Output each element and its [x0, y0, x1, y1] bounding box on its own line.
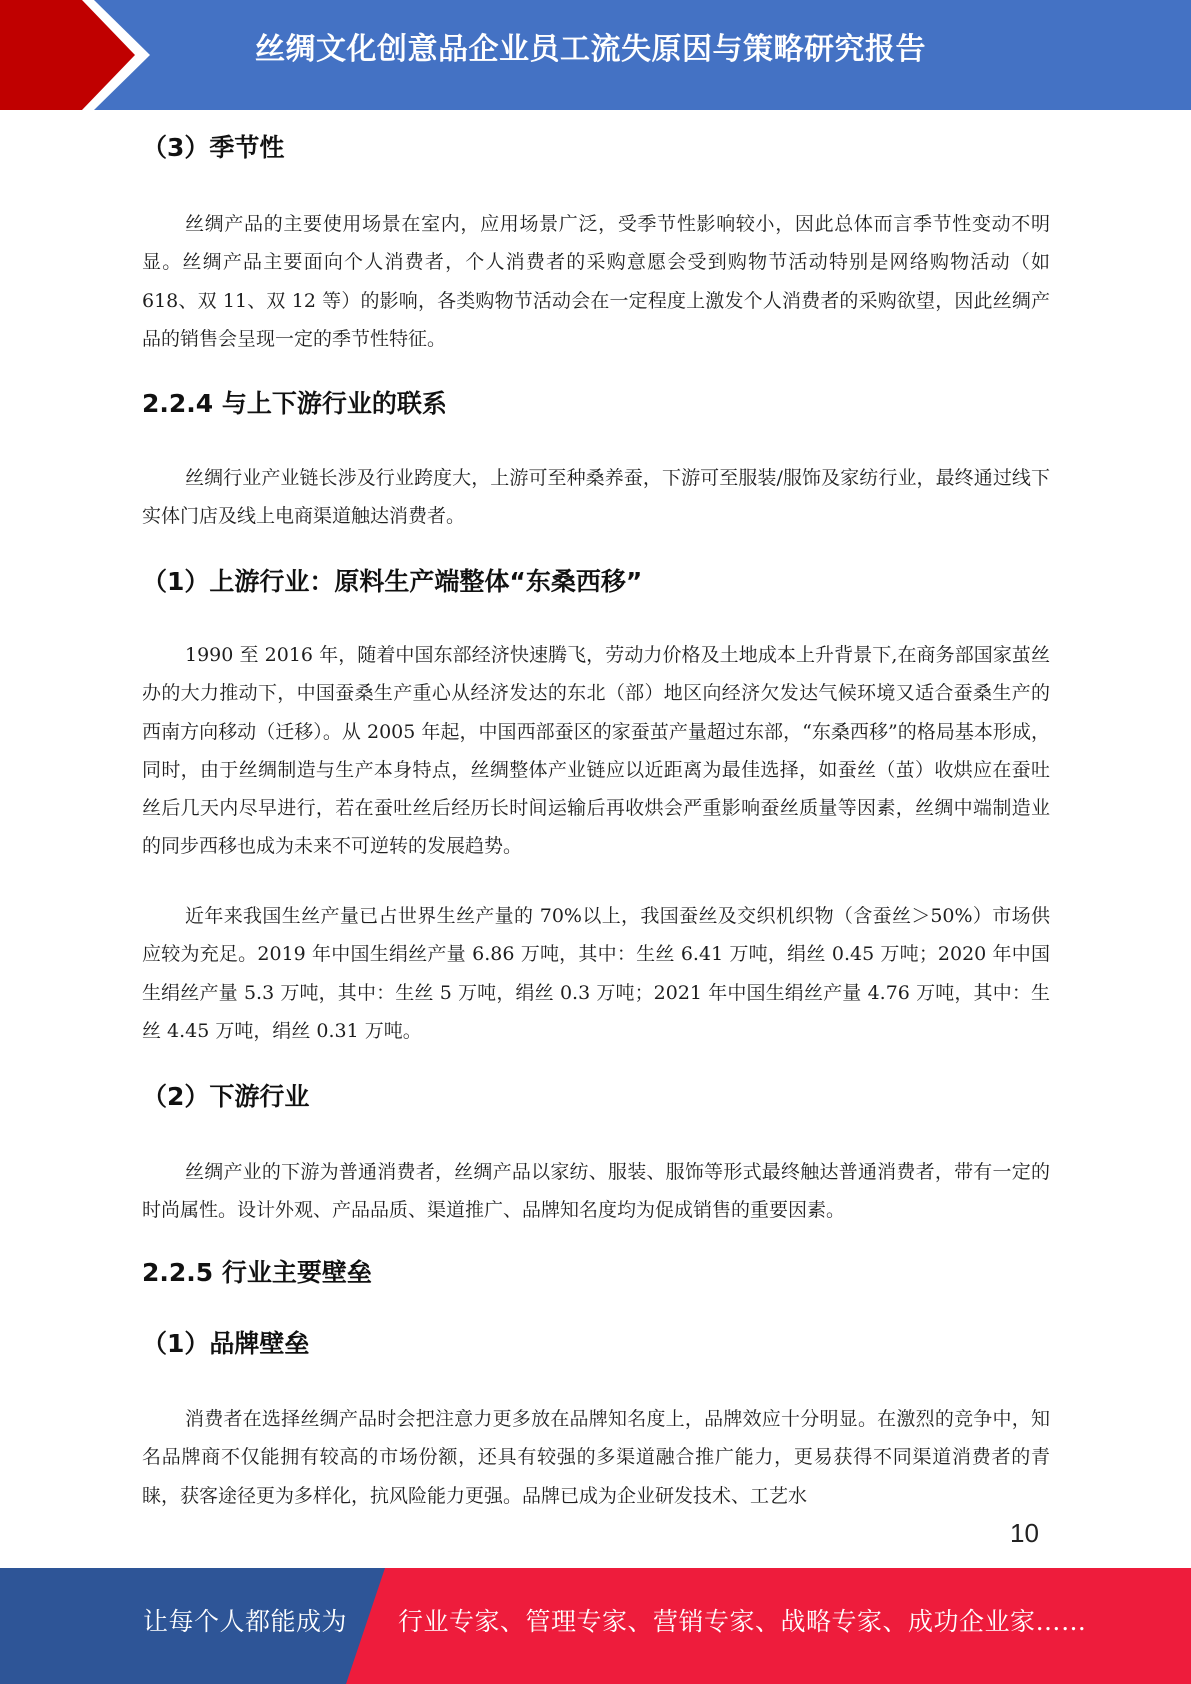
paragraph-upstream-1: 1990 至 2016 年，随着中国东部经济快速腾飞，劳动力价格及土地成本上升背景下,在商务部国家茧丝办的大力推动下，中国蚕桑生产重心从经济发达的东北（部）地区向经济欠发达气候环境又适合蚕桑生产的西南方向移动（迁移）。从 2005 年起，中国西部蚕区的家蚕茧产量超过东部，“东桑西移”的格局基本形成，同时，由于丝绸制造与生产本身特点，丝绸整体产业链应以近距离为最佳选择，如蚕丝（茧）收烘应在蚕吐丝后几天内尽早进行，若在蚕吐丝后经历长时间运输后再收烘会严重影响蚕丝质量等因素，丝绸中端制造业的同步西移也成为未来不可逆转的发展趋势。 [142, 644, 1050, 858]
heading-2-2-5: 2.2.5 行业主要壁垒 [142, 1258, 372, 1287]
heading-2-2-4: 2.2.4 与上下游行业的联系 [142, 389, 447, 418]
footer-slogan-right: 行业专家、管理专家、营销专家、战略专家、成功企业家…… [398, 1607, 1087, 1636]
paragraph-seasonality: 丝绸产品的主要使用场景在室内，应用场景广泛，受季节性影响较小，因此总体而言季节性变动不明显。丝绸产品主要面向个人消费者，个人消费者的采购意愿会受到购物节活动特别是网络购物活动（如 618、双 11、双 12 等）的影响，各类购物节活动会在一定程度上激发个人消费者的采购欲望，因此丝绸产品的销售会呈现一定的季节性特征。 [142, 213, 1050, 350]
page-header [0, 0, 1191, 110]
heading-upstream: （1）上游行业：原料生产端整体“东桑西移” [142, 567, 643, 596]
heading-seasonality: （3）季节性 [142, 133, 285, 162]
page-footer [0, 1568, 1191, 1684]
header-arrow-decoration [0, 0, 150, 110]
footer-slogan-left: 让每个人都能成为 [143, 1607, 348, 1636]
report-title: 丝绸文化创意品企业员工流失原因与策略研究报告 [255, 32, 926, 67]
paragraph-upstream-2: 近年来我国生丝产量已占世界生丝产量的 70%以上，我国蚕丝及交织机织物（含蚕丝＞50%）市场供应较为充足。2019 年中国生绢丝产量 6.86 万吨，其中：生丝 6.41 万吨，绢丝 0.45 万吨；2020 年中国生绢丝产量 5.3 万吨，其中：生丝 5 万吨，绢丝 0.3 万吨；2021 年中国生绢丝产量 4.76 万吨，其中：生丝 4.45 万吨，绢丝 0.31 万吨。 [142, 905, 1050, 1042]
page-number: 10 [1010, 1518, 1039, 1548]
paragraph-brand-barrier: 消费者在选择丝绸产品时会把注意力更多放在品牌知名度上，品牌效应十分明显。在激烈的竞争中，知名品牌商不仅能拥有较高的市场份额，还具有较强的多渠道融合推广能力，更易获得不同渠道消费者的青睐，获客途径更为多样化，抗风险能力更强。品牌已成为企业研发技术、工艺水 [142, 1408, 1050, 1507]
paragraph-industry-chain: 丝绸行业产业链长涉及行业跨度大，上游可至种桑养蚕，下游可至服装/服饰及家纺行业，最终通过线下实体门店及线上电商渠道触达消费者。 [142, 467, 1050, 528]
heading-downstream: （2）下游行业 [142, 1082, 310, 1111]
heading-brand-barrier: （1）品牌壁垒 [142, 1329, 310, 1358]
paragraph-downstream: 丝绸产业的下游为普通消费者，丝绸产品以家纺、服装、服饰等形式最终触达普通消费者，带有一定的时尚属性。设计外观、产品品质、渠道推广、品牌知名度均为促成销售的重要因素。 [142, 1161, 1050, 1222]
